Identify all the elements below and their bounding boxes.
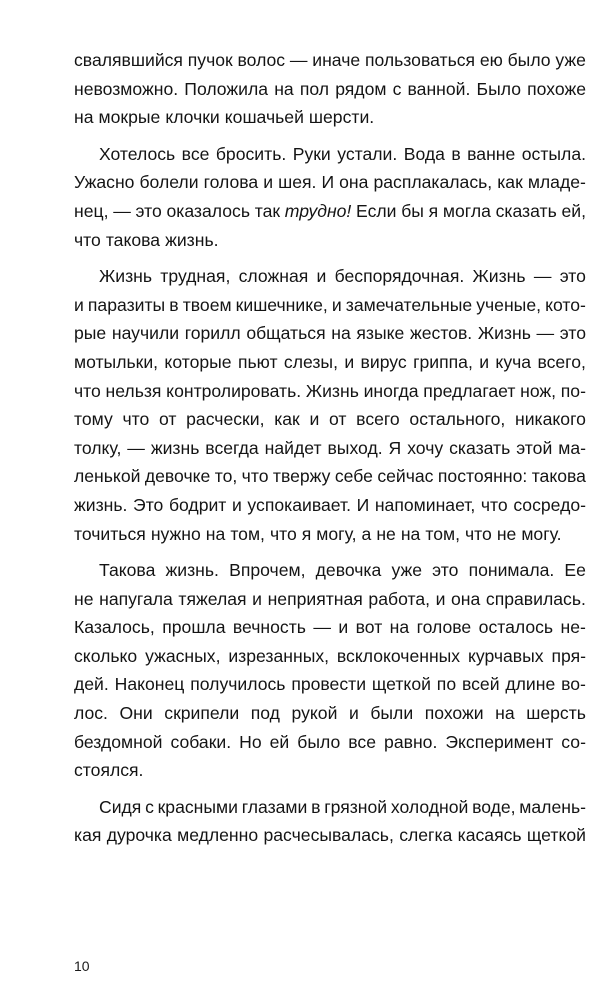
word: рые bbox=[74, 323, 107, 344]
word: ма- bbox=[558, 437, 586, 458]
word: жизнь bbox=[150, 437, 200, 458]
word: жизнь. bbox=[165, 560, 219, 581]
word: пря- bbox=[551, 645, 586, 666]
word: иначе bbox=[312, 50, 361, 70]
word: Жизнь bbox=[477, 323, 531, 344]
word: изрезанных, bbox=[228, 645, 330, 666]
word: Это bbox=[133, 494, 164, 515]
page-number: 10 bbox=[74, 958, 90, 974]
word: на bbox=[331, 323, 351, 344]
word: устали. bbox=[337, 143, 398, 164]
word: Жизнь bbox=[99, 266, 153, 287]
word: все bbox=[181, 143, 210, 164]
word: и bbox=[479, 351, 490, 372]
word: по bbox=[436, 674, 457, 695]
word: мотыльки, bbox=[74, 351, 159, 372]
word: справилась. bbox=[485, 588, 586, 609]
word: младе- bbox=[527, 172, 586, 193]
word: касаясь bbox=[457, 825, 522, 846]
text-line bbox=[74, 462, 586, 491]
word: Сидя bbox=[99, 796, 142, 817]
word: было bbox=[507, 50, 551, 70]
text-line bbox=[74, 613, 586, 642]
word: Я bbox=[388, 437, 402, 458]
text-line bbox=[74, 168, 586, 197]
word: трудно! bbox=[284, 200, 352, 221]
word: рукой bbox=[291, 703, 338, 724]
word: и bbox=[338, 617, 349, 638]
word: скрипели bbox=[164, 703, 240, 724]
word: невозможно. bbox=[74, 78, 179, 99]
word: Хотелось bbox=[99, 143, 176, 164]
text-line bbox=[74, 348, 586, 377]
word: расчески, bbox=[186, 409, 265, 430]
word: мокрые bbox=[98, 107, 161, 128]
word: как bbox=[274, 409, 300, 430]
word: было bbox=[297, 731, 341, 752]
word: жестов. bbox=[409, 323, 473, 344]
word: иногда bbox=[363, 380, 419, 401]
text-line bbox=[74, 197, 586, 226]
word: расчесывалась, bbox=[263, 825, 394, 846]
word: она bbox=[339, 172, 369, 193]
word: сложная bbox=[238, 266, 309, 287]
text-line bbox=[74, 756, 586, 785]
word: пьют bbox=[237, 351, 278, 372]
word: щеткой bbox=[371, 674, 431, 695]
word: общаться bbox=[246, 323, 326, 344]
word: найдет bbox=[264, 437, 322, 458]
word: шерсти. bbox=[308, 107, 375, 128]
text-line bbox=[74, 642, 586, 671]
word: — bbox=[113, 200, 131, 221]
word: на bbox=[205, 523, 226, 544]
word: голове bbox=[416, 617, 472, 638]
word: стоялся. bbox=[74, 760, 144, 781]
word: могла bbox=[442, 200, 491, 221]
text-line bbox=[74, 585, 586, 614]
word: пол bbox=[299, 78, 330, 99]
word: Но bbox=[239, 731, 262, 752]
word: ей, bbox=[561, 200, 586, 221]
word: напоминает, bbox=[374, 494, 476, 515]
word: на bbox=[274, 78, 294, 99]
word: остыла. bbox=[521, 143, 586, 164]
paragraph bbox=[74, 46, 586, 132]
word: жизнь. bbox=[74, 494, 128, 515]
word: Руки bbox=[292, 143, 331, 164]
word: твержу bbox=[272, 466, 331, 487]
word: И bbox=[356, 494, 370, 515]
text-line bbox=[74, 491, 586, 520]
text-line bbox=[74, 103, 586, 132]
word: рядом bbox=[335, 78, 387, 99]
text-line bbox=[74, 699, 586, 728]
word: ей bbox=[269, 731, 290, 752]
word: что bbox=[74, 380, 101, 401]
word: нец, bbox=[74, 200, 109, 221]
word: кишечнике, bbox=[235, 294, 328, 315]
text-line bbox=[74, 262, 586, 291]
word: тяжелая bbox=[178, 588, 247, 609]
word: — bbox=[536, 323, 555, 344]
text-line bbox=[74, 670, 586, 699]
word: это bbox=[559, 323, 586, 344]
word: красными bbox=[157, 796, 238, 817]
word: Они bbox=[119, 703, 153, 724]
word: лос. bbox=[74, 703, 108, 724]
word: были bbox=[370, 703, 414, 724]
word: шерсть bbox=[526, 703, 586, 724]
word: это bbox=[559, 266, 586, 287]
word: языке bbox=[356, 323, 405, 344]
word: всего bbox=[356, 409, 400, 430]
word: ванне bbox=[467, 143, 516, 164]
text-line bbox=[74, 46, 586, 75]
word: бросить. bbox=[215, 143, 287, 164]
word: контролировать. bbox=[166, 380, 302, 401]
word: себе bbox=[334, 466, 373, 487]
text-line bbox=[74, 520, 586, 549]
word: глазами bbox=[241, 796, 308, 817]
word: а bbox=[361, 523, 372, 544]
word: том, bbox=[425, 523, 460, 544]
word: никакого bbox=[515, 409, 586, 430]
word: ученые, bbox=[476, 294, 542, 315]
word: голова bbox=[203, 172, 259, 193]
word: и bbox=[252, 588, 262, 609]
word: не bbox=[376, 523, 396, 544]
word: научили bbox=[111, 323, 180, 344]
word: хочу bbox=[407, 437, 444, 458]
word: вечность bbox=[232, 617, 306, 638]
text-line bbox=[74, 405, 586, 434]
word: — bbox=[313, 617, 331, 638]
word: клочки bbox=[165, 107, 220, 128]
word: медленно bbox=[177, 825, 259, 846]
word: выход. bbox=[327, 437, 383, 458]
word: сказать bbox=[449, 437, 511, 458]
word: Положила bbox=[184, 78, 269, 99]
word: Наконец bbox=[114, 674, 185, 695]
word: на bbox=[74, 107, 94, 128]
word: болели bbox=[139, 172, 199, 193]
word: ванной. bbox=[407, 78, 471, 99]
word: свалявшийся bbox=[74, 50, 183, 70]
word: которые bbox=[164, 351, 232, 372]
word: похоже bbox=[527, 78, 586, 99]
word: и bbox=[435, 588, 446, 609]
word: с bbox=[392, 78, 402, 99]
word: Вода bbox=[403, 143, 445, 164]
word: не- bbox=[560, 617, 586, 638]
word: как bbox=[497, 172, 523, 193]
word: длине bbox=[505, 674, 556, 695]
word: прошла bbox=[162, 617, 226, 638]
word: Ее bbox=[564, 560, 586, 581]
word: постоянно: bbox=[437, 466, 528, 487]
word: И bbox=[321, 172, 335, 193]
word: такова bbox=[531, 466, 586, 487]
word: этой bbox=[516, 437, 553, 458]
word: гриппа, bbox=[413, 351, 473, 372]
word: трудная, bbox=[160, 266, 231, 287]
word: бы bbox=[401, 200, 424, 221]
paragraph bbox=[74, 262, 586, 548]
word: уже bbox=[555, 50, 586, 70]
word: и bbox=[74, 294, 84, 315]
word: во- bbox=[561, 674, 586, 695]
word: такова bbox=[105, 229, 161, 250]
word: собаки. bbox=[170, 731, 232, 752]
word: это bbox=[135, 200, 162, 221]
word: под bbox=[250, 703, 280, 724]
word: девочка bbox=[315, 560, 382, 581]
word: жизнь. bbox=[165, 229, 219, 250]
word: кошачьей bbox=[224, 107, 304, 128]
word: нож, bbox=[520, 380, 557, 401]
word: в bbox=[169, 294, 179, 315]
word: провести bbox=[291, 674, 367, 695]
text-line bbox=[74, 226, 586, 255]
word: Казалось, bbox=[74, 617, 155, 638]
word: могу, bbox=[316, 523, 357, 544]
word: похожи bbox=[424, 703, 484, 724]
word: дей. bbox=[74, 674, 109, 695]
word: не bbox=[496, 523, 517, 544]
paragraph bbox=[74, 140, 586, 254]
word: понимала. bbox=[468, 560, 555, 581]
word: и bbox=[344, 351, 355, 372]
word: она bbox=[451, 588, 481, 609]
word: малень- bbox=[519, 796, 586, 817]
word: холодной bbox=[390, 796, 469, 817]
word: и bbox=[231, 494, 242, 515]
word: воде, bbox=[472, 796, 516, 817]
word: нельзя bbox=[105, 380, 162, 401]
text-line bbox=[74, 75, 586, 104]
word: осталось bbox=[478, 617, 554, 638]
text-line bbox=[74, 556, 586, 585]
word: неприятная bbox=[267, 588, 363, 609]
text-line bbox=[74, 821, 586, 850]
word: Эксперимент bbox=[445, 731, 554, 752]
text-line bbox=[74, 793, 586, 822]
word: и bbox=[309, 409, 320, 430]
word: и bbox=[263, 172, 274, 193]
word: остального, bbox=[409, 409, 506, 430]
word: на bbox=[400, 523, 421, 544]
text-line bbox=[74, 319, 586, 348]
word: курчавых bbox=[467, 645, 544, 666]
word: не bbox=[74, 588, 94, 609]
word: и bbox=[331, 294, 342, 315]
word: так bbox=[254, 200, 281, 221]
word: сосредо- bbox=[513, 494, 586, 515]
word: сказать bbox=[495, 200, 557, 221]
word: по- bbox=[560, 380, 586, 401]
word: слезы, bbox=[283, 351, 338, 372]
word: толку, bbox=[74, 437, 122, 458]
word: я bbox=[428, 200, 439, 221]
word: напугала bbox=[99, 588, 173, 609]
word: всклокоченных bbox=[336, 645, 461, 666]
word: сейчас bbox=[377, 466, 434, 487]
word: Жизнь bbox=[472, 266, 526, 287]
word: от bbox=[158, 409, 177, 430]
word: что bbox=[480, 494, 508, 515]
word: что bbox=[122, 409, 150, 430]
word: точиться bbox=[74, 523, 146, 544]
word: со- bbox=[561, 731, 586, 752]
word: что bbox=[241, 466, 269, 487]
word: сколько bbox=[74, 645, 138, 666]
word: том, bbox=[230, 523, 265, 544]
word: предлагает bbox=[423, 380, 516, 401]
word: всей bbox=[461, 674, 500, 695]
word: все bbox=[348, 731, 377, 752]
word: расплакалась, bbox=[373, 172, 493, 193]
word: грязной bbox=[324, 796, 388, 817]
text-line bbox=[74, 377, 586, 406]
word: — bbox=[533, 266, 552, 287]
word: что bbox=[269, 523, 297, 544]
word: равно. bbox=[384, 731, 438, 752]
word: Жизнь bbox=[305, 380, 359, 401]
word: с bbox=[145, 796, 154, 817]
word: что bbox=[465, 523, 492, 544]
paragraph bbox=[74, 556, 586, 785]
word: нужно bbox=[150, 523, 201, 544]
word: бодрит bbox=[168, 494, 227, 515]
word: беспорядочная. bbox=[334, 266, 465, 287]
word: шея. bbox=[278, 172, 317, 193]
word: волос bbox=[237, 50, 286, 70]
word: Впрочем, bbox=[229, 560, 306, 581]
word: могу. bbox=[521, 523, 562, 544]
word: замечательные bbox=[345, 294, 473, 315]
word: паразиты bbox=[87, 294, 166, 315]
word: на bbox=[389, 617, 410, 638]
word: вот bbox=[355, 617, 383, 638]
word: — bbox=[289, 50, 308, 70]
word: получилось bbox=[190, 674, 286, 695]
word: и bbox=[348, 703, 359, 724]
word: Если bbox=[356, 200, 397, 221]
word: что bbox=[74, 229, 101, 250]
word: дурочка bbox=[106, 825, 172, 846]
word: твоем bbox=[182, 294, 232, 315]
word: ею bbox=[479, 50, 503, 70]
word: — bbox=[127, 437, 145, 458]
word: в bbox=[311, 796, 321, 817]
word: щеткой bbox=[526, 825, 586, 846]
paragraph bbox=[74, 793, 586, 850]
word: пучок bbox=[187, 50, 233, 70]
word: всего, bbox=[537, 351, 586, 372]
word: успокаивает. bbox=[247, 494, 351, 515]
book-page-text bbox=[74, 46, 586, 858]
word: Ужасно bbox=[74, 172, 135, 193]
text-line bbox=[74, 140, 586, 169]
word: кая bbox=[74, 825, 102, 846]
text-line bbox=[74, 291, 586, 320]
word: Такова bbox=[99, 560, 156, 581]
word: уже bbox=[391, 560, 423, 581]
text-line bbox=[74, 434, 586, 463]
word: вирус bbox=[360, 351, 407, 372]
word: ужасных, bbox=[145, 645, 221, 666]
word: от bbox=[329, 409, 347, 430]
word: бездомной bbox=[74, 731, 163, 752]
word: то, bbox=[214, 466, 238, 487]
word: горилл bbox=[184, 323, 241, 344]
word: слегка bbox=[399, 825, 453, 846]
word: тому bbox=[74, 409, 113, 430]
word: работа, bbox=[368, 588, 430, 609]
word: куча bbox=[495, 351, 532, 372]
word: на bbox=[495, 703, 515, 724]
word: всегда bbox=[205, 437, 259, 458]
word: ленькой bbox=[74, 466, 141, 487]
word: кото- bbox=[545, 294, 586, 315]
word: я bbox=[301, 523, 312, 544]
word: оказалось bbox=[166, 200, 250, 221]
word: Было bbox=[476, 78, 521, 99]
word: это bbox=[432, 560, 459, 581]
text-line bbox=[74, 728, 586, 757]
word: пользоваться bbox=[364, 50, 476, 70]
word: девочке bbox=[144, 466, 211, 487]
word: и bbox=[316, 266, 327, 287]
word: в bbox=[451, 143, 461, 164]
